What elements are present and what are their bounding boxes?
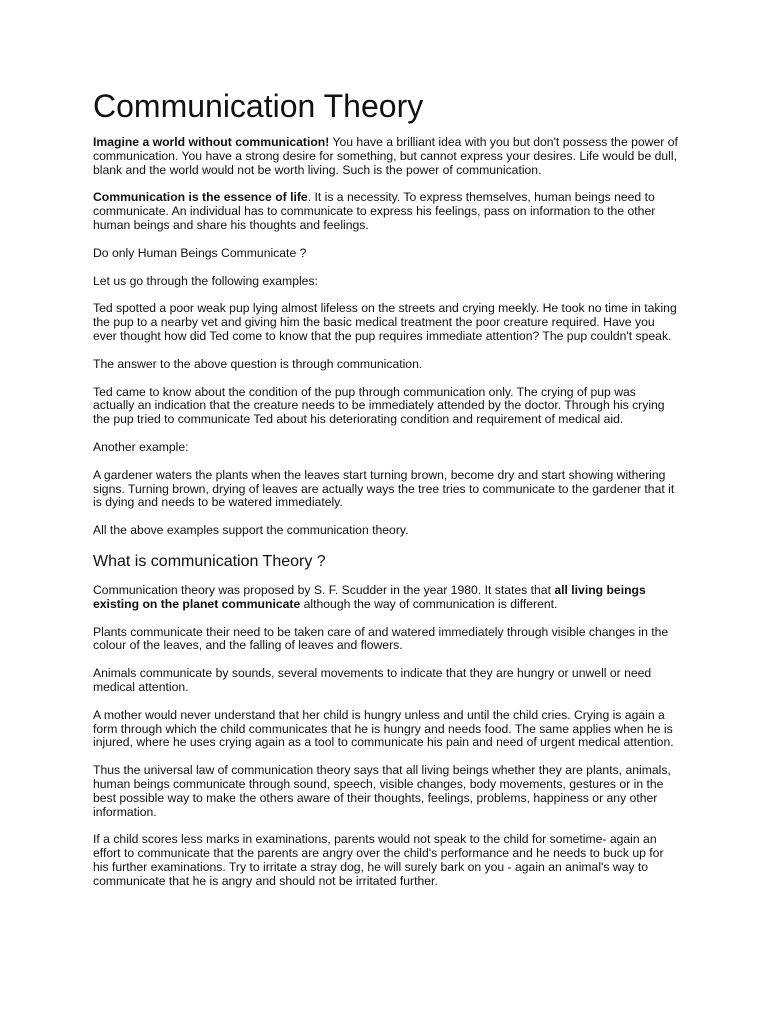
- page-title: Communication Theory: [93, 88, 424, 124]
- paragraph-text: although the way of communication is different.: [300, 596, 558, 611]
- bold-lead: Imagine a world without communication!: [93, 135, 330, 149]
- paragraph: [93, 584, 678, 612]
- bold-phrase: all living beings existing on the planet communicate: [93, 582, 646, 611]
- document-page: [93, 86, 678, 902]
- paragraph-text: Communication theory was proposed by S. F. Scudder in the year 1980. It states that: [93, 582, 555, 597]
- paragraph: Thus the universal law of communication theory says that all living beings whether they are plants, animals, human beings communicate through sound, speech, visible changes, body movements, gestures or in the best possible way to make the others aware of their thoughts, feelings, problems, happiness or any other information.: [93, 763, 671, 819]
- paragraph: A gardener waters the plants when the leaves start turning brown, become dry and start showing withering signs. Turning brown, drying of leaves are actually ways the tree tries to communicate to the gardener that it is dying and needs to be watered immediately.: [93, 467, 675, 510]
- paragraph: Ted came to know about the condition of the pup through communication only. The crying of pup was actually an indication that the creature needs to be immediately attended by the doctor. Through his crying the pup tried to communicate Ted about his deteriorating condition and requirement of medical aid.: [93, 384, 665, 427]
- paragraph-text: . It is a necessity. To express themselves, human beings need to communicate. An individual has to communicate to express his feelings, pass on information to the other human beings and share his thoughts and feelings.: [93, 190, 656, 232]
- paragraph: [93, 136, 678, 177]
- paragraph: Do only Human Beings Communicate ?: [93, 245, 307, 260]
- paragraph: Ted spotted a poor weak pup lying almost lifeless on the streets and crying meekly. He took no time in taking the pup to a nearby vet and giving him the basic medical treatment the poor creature required. Have you ever thought how did Ted come to know that the pup requires immediate attention? The pup couldn't speak.: [93, 301, 677, 343]
- bold-lead: Communication is the essence of life: [93, 190, 308, 205]
- paragraph: The answer to the above question is through communication.: [93, 356, 423, 371]
- paragraph-text: You have a brilliant idea with you but don't possess the power of communication. You have a strong desire for something, but cannot express your desires. Life would be dull, blank and the world would not be worth living. Such is the power of communication.: [93, 135, 678, 177]
- paragraph: Animals communicate by sounds, several movements to indicate that they are hungry or unwell or need medical attention.: [93, 666, 652, 694]
- section-heading: What is communication Theory ?: [93, 552, 326, 570]
- paragraph: All the above examples support the communication theory.: [93, 523, 409, 538]
- paragraph: Let us go through the following examples:: [93, 273, 318, 288]
- paragraph: Plants communicate their need to be taken care of and watered immediately through visible changes in the colour of the leaves, and the falling of leaves and flowers.: [93, 624, 669, 653]
- paragraph: If a child scores less marks in examinations, parents would not speak to the child for sometime- again an effort to communicate that the parents are angry over the child's performance and he needs to buck up for his further examinations. Try to irritate a stray dog, he will surely bark on you - again an animal's way to communicate that he is angry and should not be irritated further.: [93, 832, 664, 888]
- paragraph: A mother would never understand that her child is hungry unless and until the child cries. Crying is again a form through which the child communicates that he is hungry and needs food. The same applies when he is injured, where he uses crying again as a tool to communicate his pain and need of urgent medical attention.: [93, 707, 674, 750]
- paragraph: [93, 191, 678, 232]
- paragraph: Another example:: [93, 439, 189, 454]
